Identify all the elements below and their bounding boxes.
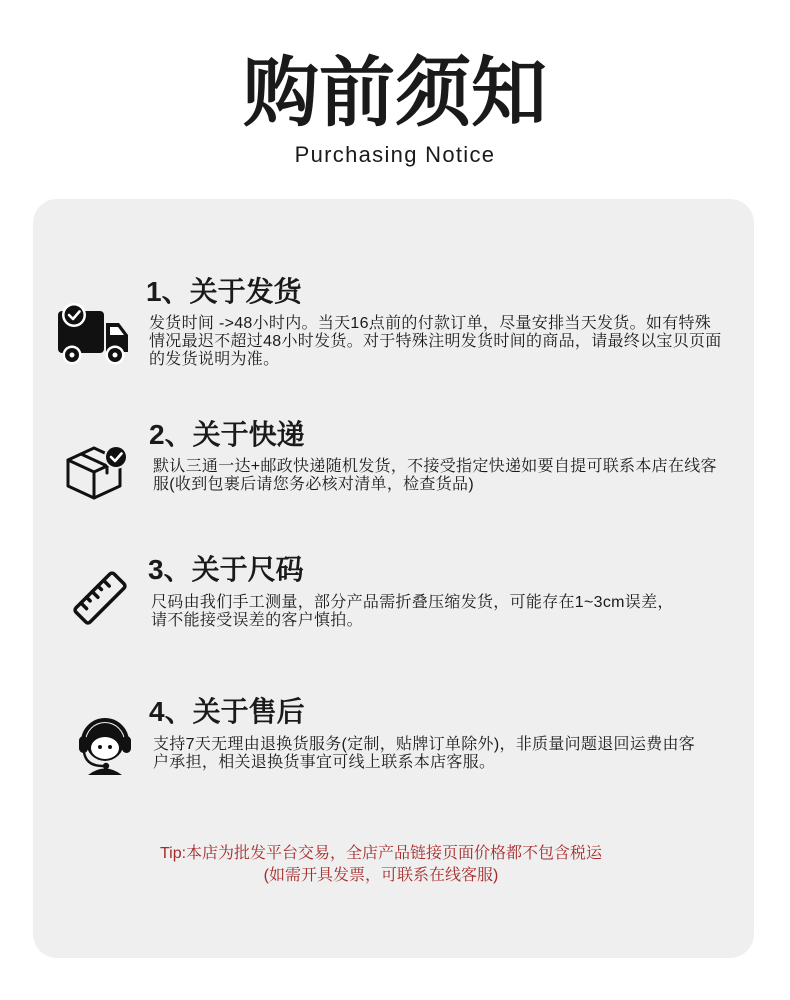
- page-title: 购前须知: [243, 51, 547, 136]
- customer-service-headset-icon: [76, 712, 134, 776]
- page-subtitle: Purchasing Notice: [294, 142, 496, 167]
- section-text-line: 尺码由我们手工测量，部分产品需折叠压缩发货，可能存在1~3cm误差，: [151, 594, 674, 611]
- ruler-icon: [72, 570, 128, 626]
- section-text-line: 户承担，相关退换货事宜可线上联系本店客服。: [153, 754, 496, 771]
- package-box-check-icon: [64, 440, 130, 502]
- section-text-courier: [153, 458, 717, 494]
- section-text-shipping: [149, 315, 722, 369]
- section-text-size: [151, 594, 674, 630]
- tip-note: [0, 843, 762, 887]
- section-text-line: 情况最迟不超过48小时发货。对于特殊注明发货时间的商品，请最终以宝贝页面: [149, 333, 722, 350]
- tip-line: Tip:本店为批发平台交易，全店产品链接页面价格都不包含税运: [159, 845, 603, 862]
- section-heading-shipping: 1、关于发货: [146, 276, 302, 307]
- delivery-truck-check-icon: [55, 303, 130, 365]
- section-text-line: 默认三通一达+邮政快递随机发货，不接受指定快递如要自提可联系本店在线客: [153, 458, 717, 475]
- section-text-line: 请不能接受误差的客户慎拍。: [151, 612, 363, 629]
- tip-line: (如需开具发票，可联系在线客服): [263, 867, 499, 884]
- section-text-line: 发货时间 ->48小时内。当天16点前的付款订单，尽量安排当天发货。如有特殊: [149, 315, 712, 332]
- section-heading-size: 3、关于尺码: [148, 554, 304, 585]
- section-heading-courier: 2、关于快递: [149, 419, 305, 450]
- section-text-line: 的发货说明为准。: [149, 351, 280, 368]
- section-text-line: 服(收到包裹后请您务必核对清单，检查货品): [153, 476, 474, 493]
- section-text-after-sales: [153, 736, 695, 772]
- section-text-line: 支持7天无理由退换货服务(定制，贴牌订单除外)，非质量问题退回运费由客: [153, 736, 696, 753]
- section-heading-after-sales: 4、关于售后: [149, 696, 305, 727]
